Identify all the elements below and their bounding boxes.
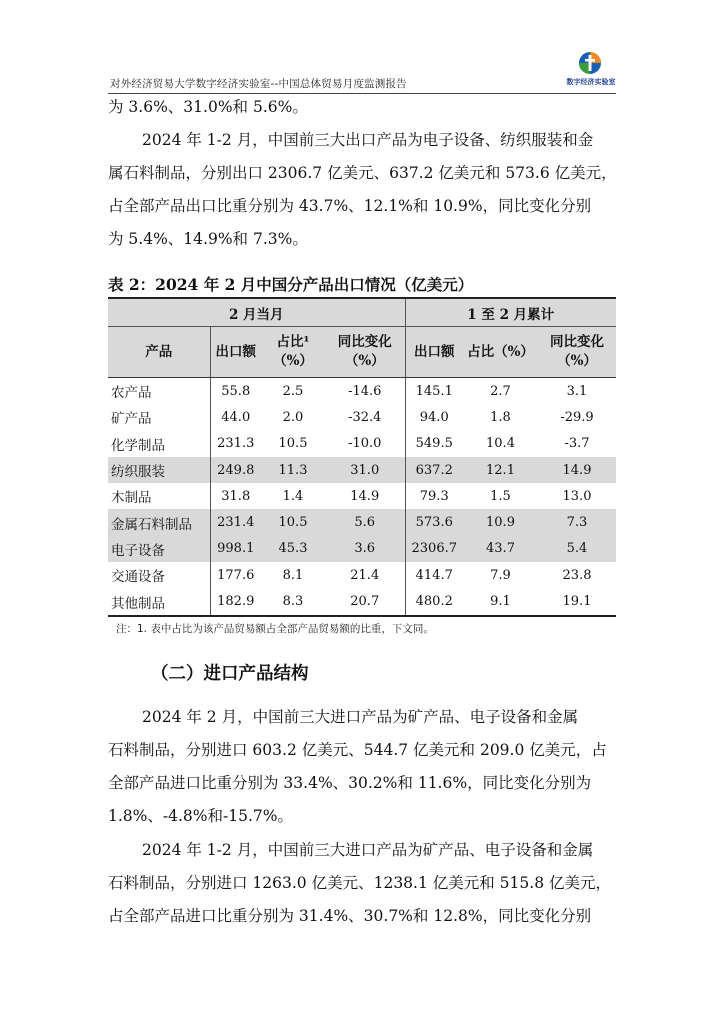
cell-month-share: 11.3 bbox=[261, 457, 325, 483]
cell-product: 交通设备 bbox=[108, 562, 210, 588]
cell-cum-share: 1.5 bbox=[490, 488, 511, 504]
cell-month-export: 177.6 bbox=[217, 567, 255, 583]
cell-cum-export: 145.1 bbox=[415, 383, 453, 399]
section-title-import-structure: （二）进口产品结构 bbox=[151, 664, 309, 684]
cell-cum-yoy: -29.9 bbox=[560, 409, 594, 425]
cell-month-share: 1.4 bbox=[282, 488, 304, 504]
col-header-yoy-cum-line1: 同比变化 bbox=[550, 334, 604, 350]
cell-month-share: 10.5 bbox=[278, 436, 308, 452]
cell-cum-yoy: 23.8 bbox=[562, 567, 592, 583]
table-row bbox=[108, 431, 616, 457]
col-header-share-cum: 占比（%） bbox=[463, 327, 538, 378]
cell-cum-share: 7.9 bbox=[490, 567, 511, 583]
cell-cum-yoy: -3.7 bbox=[564, 436, 590, 452]
table-row bbox=[108, 457, 616, 483]
cell-cum-yoy: 19.1 bbox=[538, 588, 616, 615]
cell-month-export: 249.8 bbox=[210, 457, 261, 483]
cell-product: 农产品 bbox=[108, 378, 210, 405]
table-column-header-row bbox=[108, 327, 616, 378]
cell-cum-yoy: 5.4 bbox=[538, 536, 616, 562]
cell-cum-share: 1.8 bbox=[490, 409, 511, 425]
cell-product: 其他制品 bbox=[108, 588, 210, 615]
col-header-export-cum: 出口额 bbox=[405, 327, 463, 378]
cell-month-export: 231.4 bbox=[210, 509, 261, 535]
running-title: 对外经济贸易大学数字经济实验室--中国总体贸易月度监测报告 bbox=[110, 78, 407, 90]
cell-product: 金属石料制品 bbox=[108, 509, 210, 535]
cell-month-yoy: 14.9 bbox=[325, 483, 405, 509]
lab-globe-logo-icon bbox=[577, 50, 603, 76]
cell-cum-export: 414.7 bbox=[415, 567, 453, 583]
cell-month-share: 8.1 bbox=[282, 567, 304, 583]
text-line: 全部产品进口比重分别为 33.4%、30.2%和 11.6%，同比变化分别为 bbox=[108, 774, 592, 792]
table-group-header-row bbox=[108, 298, 616, 327]
cell-cum-export: 480.2 bbox=[405, 588, 463, 615]
group-header-cumulative: 1 至 2 月累计 bbox=[405, 298, 616, 327]
cell-cum-share: 12.1 bbox=[463, 457, 538, 483]
cell-month-share: 45.3 bbox=[261, 536, 325, 562]
logo-text: 数字经济实验室 bbox=[566, 78, 616, 86]
cell-cum-export: 549.5 bbox=[415, 436, 453, 452]
col-header-product: 产品 bbox=[108, 327, 210, 378]
cell-month-yoy: -32.4 bbox=[325, 404, 405, 430]
cell-month-yoy: -14.6 bbox=[325, 378, 405, 405]
table-row bbox=[108, 483, 616, 509]
cell-month-yoy: 5.6 bbox=[325, 509, 405, 535]
lab-logo bbox=[564, 50, 616, 92]
text-line: 2024 年 1-2 月，中国前三大出口产品为电子设备、纺织服装和金 bbox=[142, 131, 594, 149]
cell-product: 电子设备 bbox=[108, 536, 210, 562]
cell-month-share: 2.5 bbox=[282, 383, 304, 399]
text-line: 石料制品，分别进口 1263.0 亿美元、1238.1 亿美元和 515.8 亿美元， bbox=[108, 874, 611, 892]
cell-month-export: 55.8 bbox=[221, 383, 251, 399]
cell-cum-yoy: 14.9 bbox=[538, 457, 616, 483]
cell-product: 纺织服装 bbox=[108, 457, 210, 483]
text-line: 为 3.6%、31.0%和 5.6%。 bbox=[108, 98, 308, 116]
cell-month-yoy: -10.0 bbox=[325, 431, 405, 457]
cell-cum-export: 573.6 bbox=[405, 509, 463, 535]
col-header-export: 出口额 bbox=[210, 327, 261, 378]
col-header-yoy-line2: （%） bbox=[344, 353, 385, 369]
table-caption: 表 2：2024 年 2 月中国分产品出口情况（亿美元） bbox=[108, 275, 474, 294]
cell-cum-share: 9.1 bbox=[463, 588, 538, 615]
table-row bbox=[108, 378, 616, 405]
cell-cum-share: 43.7 bbox=[463, 536, 538, 562]
table-row bbox=[108, 509, 616, 535]
page-header bbox=[108, 50, 616, 94]
table-row bbox=[108, 536, 616, 562]
cell-product: 矿产品 bbox=[108, 404, 210, 430]
col-header-yoy-cum-line2: （%） bbox=[557, 353, 597, 369]
cell-month-yoy: 21.4 bbox=[325, 562, 405, 588]
paragraph-export-jan-feb bbox=[108, 124, 616, 256]
cell-month-export: 44.0 bbox=[221, 409, 251, 425]
paragraph-import-jan-feb bbox=[108, 834, 616, 933]
cell-month-export: 182.9 bbox=[210, 588, 261, 615]
table-body bbox=[108, 378, 616, 616]
cell-month-yoy: 31.0 bbox=[325, 457, 405, 483]
text-line: 石料制品，分别进口 603.2 亿美元、544.7 亿美元和 209.0 亿美元，占 bbox=[108, 741, 607, 759]
cell-month-export: 998.1 bbox=[210, 536, 261, 562]
cell-month-share: 2.0 bbox=[282, 409, 304, 425]
paragraph-import-feb bbox=[108, 701, 616, 833]
cell-month-share: 8.3 bbox=[261, 588, 325, 615]
export-by-product-table bbox=[108, 297, 616, 617]
cell-cum-share: 2.7 bbox=[490, 383, 511, 399]
cell-cum-yoy: 3.1 bbox=[566, 383, 588, 399]
cell-product: 化学制品 bbox=[108, 431, 210, 457]
text-line: 2024 年 2 月，中国前三大进口产品为矿产品、电子设备和金属 bbox=[142, 708, 579, 726]
col-header-yoy-line1: 同比变化 bbox=[337, 334, 392, 350]
table-row bbox=[108, 588, 616, 615]
cell-month-yoy: 3.6 bbox=[325, 536, 405, 562]
text-line: 属石料制品，分别出口 2306.7 亿美元、637.2 亿美元和 573.6 亿美元， bbox=[108, 164, 617, 182]
col-header-yoy bbox=[325, 327, 405, 378]
cell-cum-yoy: 7.3 bbox=[538, 509, 616, 535]
table-footnote: 注：1. 表中占比为该产品贸易额占全部产品贸易额的比重，下文同。 bbox=[116, 623, 434, 635]
table-row bbox=[108, 562, 616, 588]
text-line: 1.8%、-4.8%和-15.7%。 bbox=[108, 807, 293, 825]
col-header-share: 占比¹（%） bbox=[261, 327, 325, 378]
cell-cum-export: 79.3 bbox=[419, 488, 449, 504]
cell-month-yoy: 20.7 bbox=[325, 588, 405, 615]
cell-month-export: 231.3 bbox=[217, 436, 255, 452]
group-header-month: 2 月当月 bbox=[108, 298, 405, 327]
cell-cum-export: 94.0 bbox=[419, 409, 449, 425]
paragraph-continuation bbox=[108, 91, 616, 124]
text-line: 为 5.4%、14.9%和 7.3%。 bbox=[108, 230, 308, 248]
table-row bbox=[108, 404, 616, 430]
col-header-yoy-cum bbox=[538, 327, 616, 378]
cell-product: 木制品 bbox=[108, 483, 210, 509]
text-line: 2024 年 1-2 月，中国前三大进口产品为矿产品、电子设备和金属 bbox=[142, 841, 594, 859]
cell-cum-share: 10.4 bbox=[486, 436, 515, 452]
cell-month-export: 31.8 bbox=[221, 488, 251, 504]
text-line: 占全部产品出口比重分别为 43.7%、12.1%和 10.9%，同比变化分别 bbox=[108, 197, 592, 215]
text-line: 占全部产品进口比重分别为 31.4%、30.7%和 12.8%，同比变化分别 bbox=[108, 907, 592, 925]
cell-cum-share: 10.9 bbox=[463, 509, 538, 535]
cell-cum-yoy: 13.0 bbox=[562, 488, 592, 504]
cell-month-share: 10.5 bbox=[261, 509, 325, 535]
cell-cum-export: 2306.7 bbox=[405, 536, 463, 562]
cell-cum-export: 637.2 bbox=[405, 457, 463, 483]
